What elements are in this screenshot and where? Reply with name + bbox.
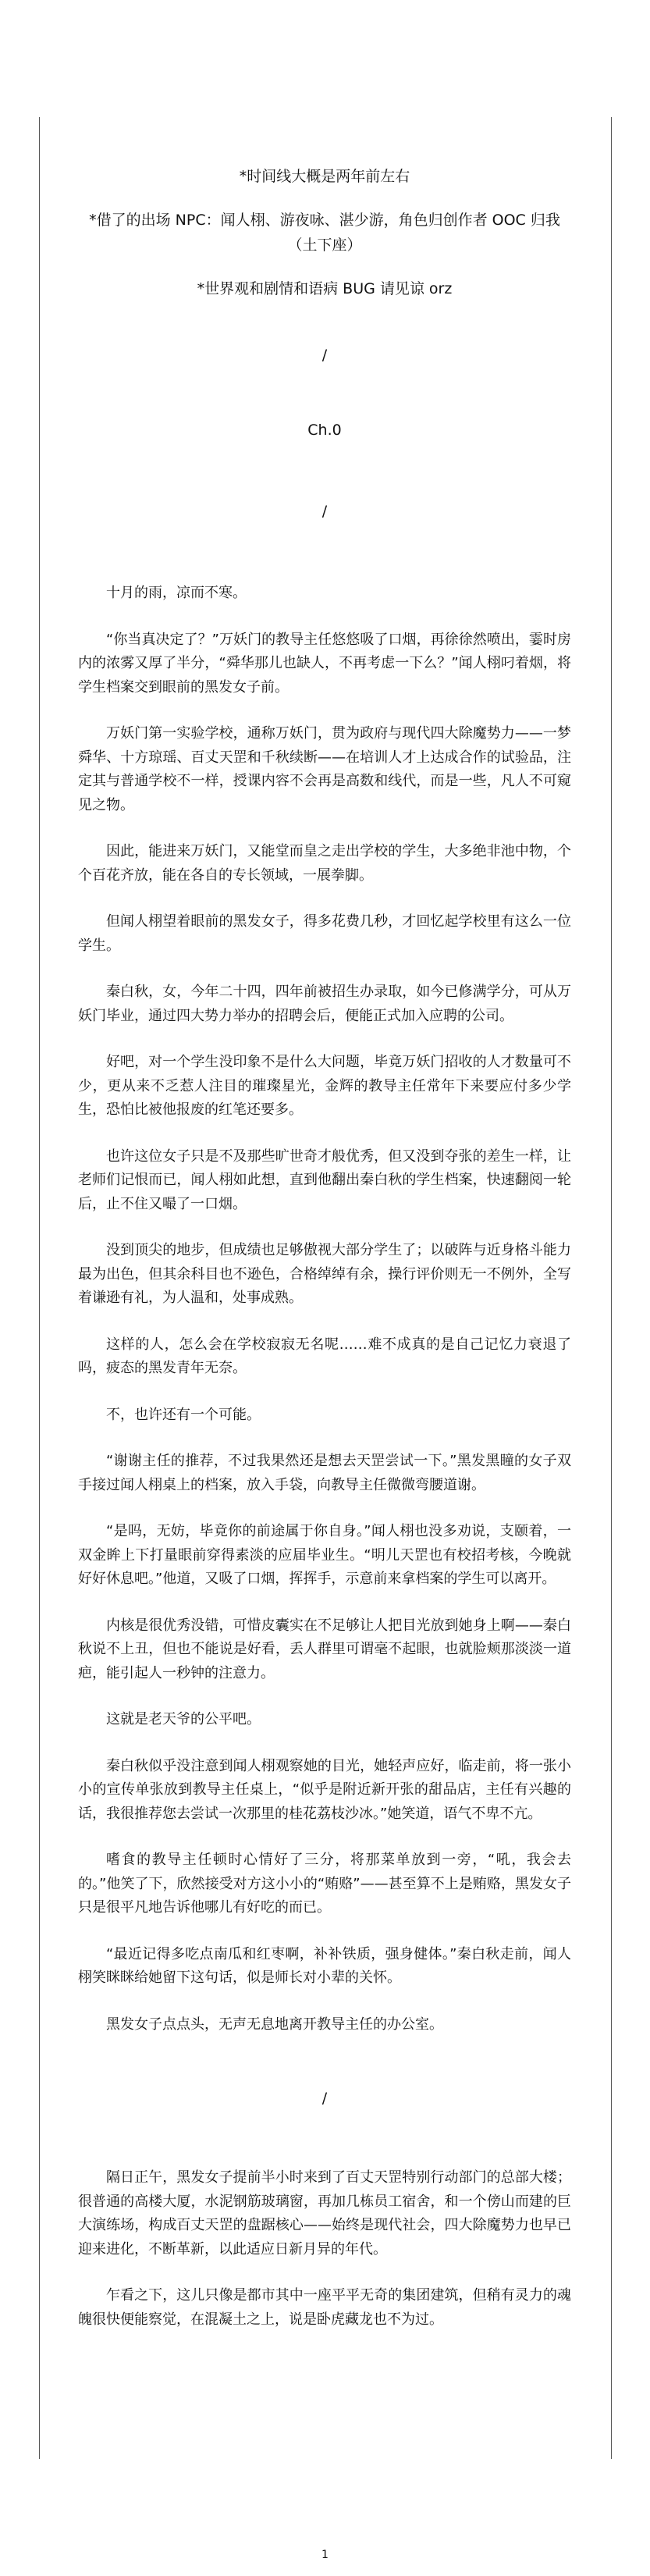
paragraph: 因此，能进来万妖门，又能堂而皇之走出学校的学生，大多绝非池中物，个个百花齐放，能在各自的专长领域，一展拳脚。 (78, 843, 571, 884)
paragraph: 也许这位女子只是不及那些旷世奇才般优秀，但又没到夺张的差生一样，让老师们记恨而已，闻人栩如此想，直到他翻出秦白秋的学生档案，快速翻阅一轮后，止不住又嘬了一口烟。 (78, 1147, 571, 1212)
paragraph: “是吗，无妨，毕竟你的前途属于你自身。”闻人栩也没多劝说，支颐着，一双金眸上下打量眼前穿得素淡的应届毕业生。“明儿天罡也有校招考核，今晚就好好休息吧。”他道，又吸了口烟，挥挥手，示意前来拿档案的学生可以离开。 (78, 1523, 571, 1587)
paragraph: 嗜食的教导主任顿时心情好了三分，将那菜单放到一旁，“吼，我会去的。”他笑了下，欣然接受对方这小小的“贿赂”——甚至算不上是贿赂，黑发女子只是很平凡地告诉他哪儿有好吃的而已。 (78, 1852, 571, 1916)
section-separator: / (321, 503, 328, 520)
left-margin-rule (39, 117, 40, 2459)
author-note: *借了的出场 NPC：闻人栩、游夜咏、湛少游，角色归创作者 OOC 归我（土下座） (89, 212, 560, 254)
document-body (78, 164, 571, 2354)
paragraph: 十月的雨，凉而不寒。 (106, 585, 247, 601)
paragraph: 这样的人，怎么会在学校寂寂无名呢……难不成真的是自己记忆力衰退了吗，疲态的黑发青年无奈。 (78, 1336, 571, 1376)
chapter-title: Ch.0 (307, 422, 342, 439)
paragraph: “谢谢主任的推荐，不过我果然还是想去天罡尝试一下。”黑发黑瞳的女子双手接过闻人栩桌上的档案，放入手袋，向教导主任微微弯腰道谢。 (78, 1453, 571, 1493)
paragraph: 乍看之下，这儿只像是都市其中一座平平无奇的集团建筑，但稍有灵力的魂魄很快便能察觉，在混凝土之上，说是卧虎藏龙也不为过。 (78, 2287, 571, 2328)
section-separator: / (321, 347, 328, 364)
page-number: 1 (321, 2549, 329, 2561)
paragraph: 但闻人栩望着眼前的黑发女子，得多花费几秒，才回忆起学校里有这么一位学生。 (78, 913, 571, 954)
section-separator: / (321, 2090, 328, 2107)
paragraph: 黑发女子点点头，无声无息地离开教导主任的办公室。 (106, 2016, 443, 2033)
paragraph: 内核是很优秀没错，可惜皮囊实在不足够让人把目光放到她身上啊——秦白秋说不上丑，但也不能说是好看，丢人群里可谓毫不起眼，也就脸颊那淡淡一道疤，能引起人一秒钟的注意力。 (78, 1617, 571, 1681)
paragraph: 秦白秋似乎没注意到闻人栩观察她的目光，她轻声应好，临走前，将一张小小的宣传单张放到教导主任桌上，“似乎是附近新开张的甜品店，主任有兴趣的话，我很推荐您去尝试一次那里的桂花荔枝沙冰。”她笑道，语气不卑不亢。 (78, 1757, 571, 1822)
paragraph: 没到顶尖的地步，但成绩也足够傲视大部分学生了；以破阵与近身格斗能力最为出色，但其余科目也不逊色，合格绰绰有余，操行评价则无一不例外，全写着谦逊有礼，为人温和，处事成熟。 (78, 1242, 571, 1306)
right-margin-rule (611, 117, 612, 2459)
paragraph: 秦白秋，女，今年二十四，四年前被招生办录取，如今已修满学分，可从万妖门毕业，通过四大势力举办的招聘会后，便能正式加入应聘的公司。 (78, 984, 571, 1024)
paragraph: “你当真决定了？”万妖门的教导主任悠悠吸了口烟，再徐徐然喷出，霎时房内的浓雾又厚了半分，“舜华那儿也缺人，不再考虑一下么？”闻人栩叼着烟，将学生档案交到眼前的黑发女子前。 (78, 631, 571, 696)
paragraph: 隔日正午，黑发女子提前半小时来到了百丈天罡特别行动部门的总部大楼；很普通的高楼大厦，水泥钢筋玻璃窗，再加几栋员工宿舍，和一个傍山而建的巨大演练场，构成百丈天罡的盘踞核心——始终是现代社会，四大除魔势力也早已迎来进化，不断革新，以此适应日新月异的年代。 (78, 2169, 571, 2258)
author-note: *世界观和剧情和语病 BUG 请见谅 orz (197, 280, 453, 297)
author-note: *时间线大概是两年前左右 (239, 168, 410, 185)
paragraph: 不，也许还有一个可能。 (106, 1406, 261, 1423)
paragraph: 这就是老天爷的公平吧。 (106, 1711, 261, 1727)
paragraph: “最近记得多吃点南瓜和红枣啊，补补铁质，强身健体。”秦白秋走前，闻人栩笑眯眯给她留下这句话，似是师长对小辈的关怀。 (78, 1945, 571, 1986)
paragraph: 好吧，对一个学生没印象不是什么大问题，毕竟万妖门招收的人才数量可不少，更从来不乏惹人注目的璀璨星光，金辉的教导主任常年下来要应付多少学生，恐怕比被他报废的红笔还要多。 (78, 1054, 571, 1118)
paragraph: 万妖门第一实验学校，通称万妖门，贯为政府与现代四大除魔势力——一梦舜华、十方琼瑶、百丈天罡和千秋续断——在培训人才上达成合作的试验品，注定其与普通学校不一样，授课内容不会再是高数和线代，而是一些，凡人不可窥见之物。 (78, 725, 571, 813)
